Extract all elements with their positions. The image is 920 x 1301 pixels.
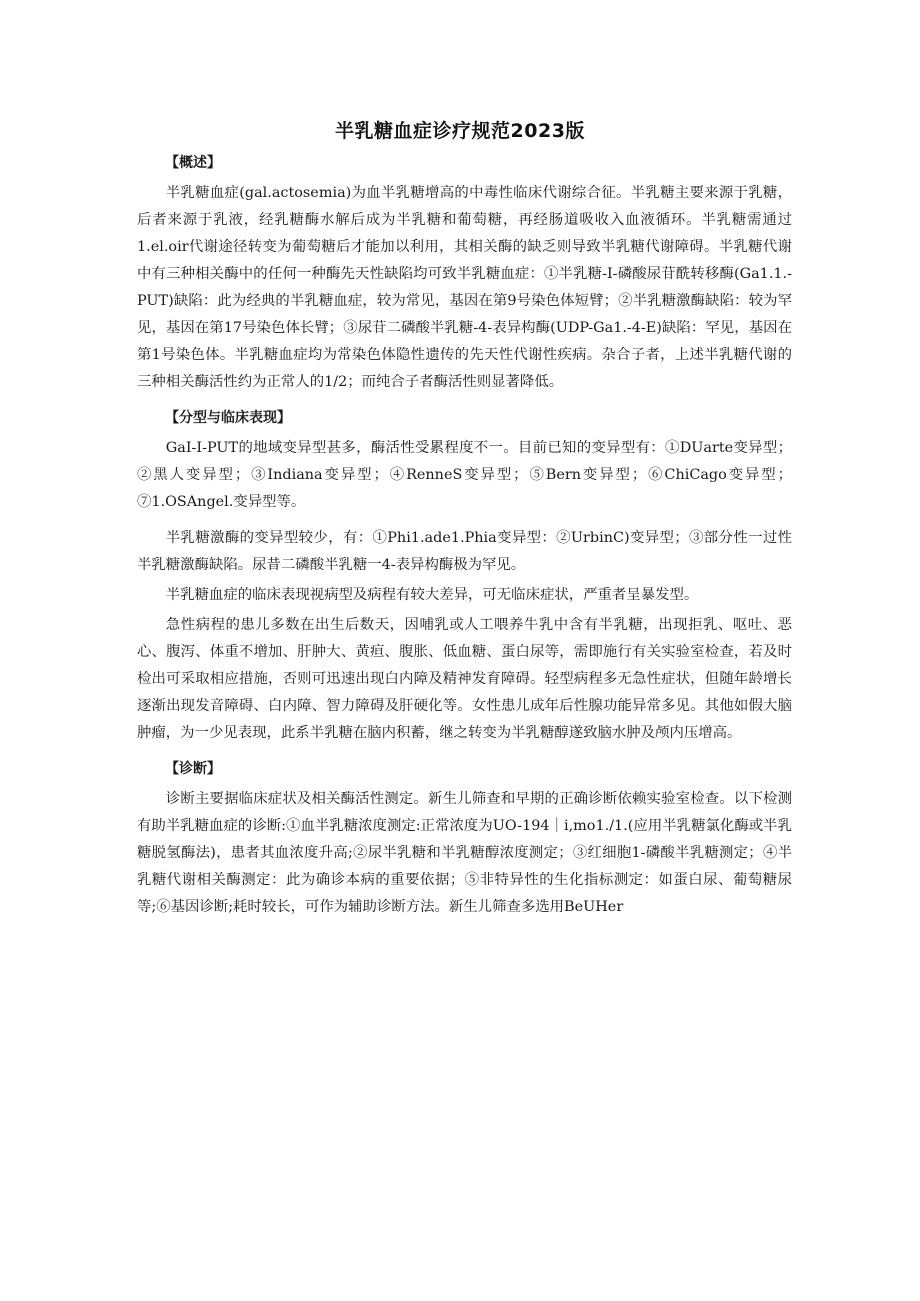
document-title: 半乳糖血症诊疗规范2023版 (335, 120, 585, 142)
section-heading-diagnosis: 【诊断】 (165, 761, 221, 777)
paragraph-diagnosis: 诊断主要据临床症状及相关酶活性测定。新生儿筛查和早期的正确诊断依赖实验室检查。以下检测有助半乳糖血症的诊断:①血半乳糖浓度测定:正常浓度为UO-194｜i,mo1./1.(应用半乳糖氯化酶或半乳糖脱氢酶法)，患者其血浓度升高;②尿半乳糖和半乳糖醇浓度测定；③红细胞1-磷酸半乳糖测定；④半乳糖代谢相关酶测定：此为确诊本病的重要依据；⑤非特异性的生化指标测定：如蛋白尿、葡萄糖尿等;⑥基因诊断;耗时较长，可作为辅助诊断方法。新生儿筛查多选用BeUHer (137, 791, 792, 915)
paragraph-clinical: 半乳糖血症的临床表现视病型及病程有较大差异，可无临床症状，严重者呈暴发型。 (165, 587, 699, 603)
paragraph-overview: 半乳糖血症(gal.actosemia)为血半乳糖增高的中毒性临床代谢综合征。半乳糖主要来源于乳糖，后者来源于乳液，经乳糖酶水解后成为半乳糖和葡萄糖，再经肠道吸收入血液循环。半乳糖需通过1.el.oir代谢途径转变为葡萄糖后才能加以利用，其相关酶的缺乏则导致半乳糖代谢障碍。半乳糖代谢中有三种相关酶中的任何一种酶先天性缺陷均可致半乳糖血症：①半乳糖-I-磷酸尿苷酰转移酶(Ga1.1.-PUT)缺陷：此为经典的半乳糖血症，较为常见，基因在第9号染色体短臂；②半乳糖激酶缺陷：较为罕见，基因在第17号染色体长臂；③尿苷二磷酸半乳糖-4-表异构酶(UDP-Ga1.-4-E)缺陷：罕见，基因在第1号染色体。半乳糖血症均为常染色体隐性遗传的先天性代谢性疾病。杂合子者，上述半乳糖代谢的三种相关酶活性约为正常人的1/2；而纯合子者酶活性则显著降低。 (137, 185, 792, 390)
document-body (137, 150, 792, 924)
paragraph-galactokinase: 半乳糖激酶的变异型较少，有：①Phi1.ade1.Phia变异型：②UrbinC)变异型；③部分性一过性半乳糖激酶缺陷。尿昔二磷酸半乳糖一4-表异构酶极为罕见。 (137, 530, 792, 573)
section-heading-types: 【分型与临床表现】 (165, 410, 291, 426)
paragraph-variants: GaI-I-PUT的地域变异型甚多，酶活性受累程度不一。目前已知的变异型有：①DUarte变异型；②黑人变异型；③Indiana变异型；④RenneS变异型；⑤Bern变异型；⑥ChiCago变异型；⑦1.OSAngel.变异型等。 (137, 440, 792, 510)
paragraph-acute: 急性病程的患儿多数在出生后数天，因哺乳或人工喂养牛乳中含有半乳糖，出现拒乳、呕吐、恶心、腹泻、体重不增加、肝肿大、黄疸、腹胀、低血糖、蛋白尿等，需即施行有关实验室检查，若及时检出可采取相应措施，否则可迅速出现白内障及精神发育障碍。轻型病程多无急性症状，但随年龄增长逐渐出现发音障碍、白内障、智力障碍及肝硬化等。女性患儿成年后性腺功能异常多见。其他如假大脑肿瘤，为一少见表现，此系半乳糖在脑内积蓄，继之转变为半乳糖醇遂致脑水肿及颅内压增高。 (137, 617, 792, 741)
section-heading-overview: 【概述】 (165, 155, 221, 171)
